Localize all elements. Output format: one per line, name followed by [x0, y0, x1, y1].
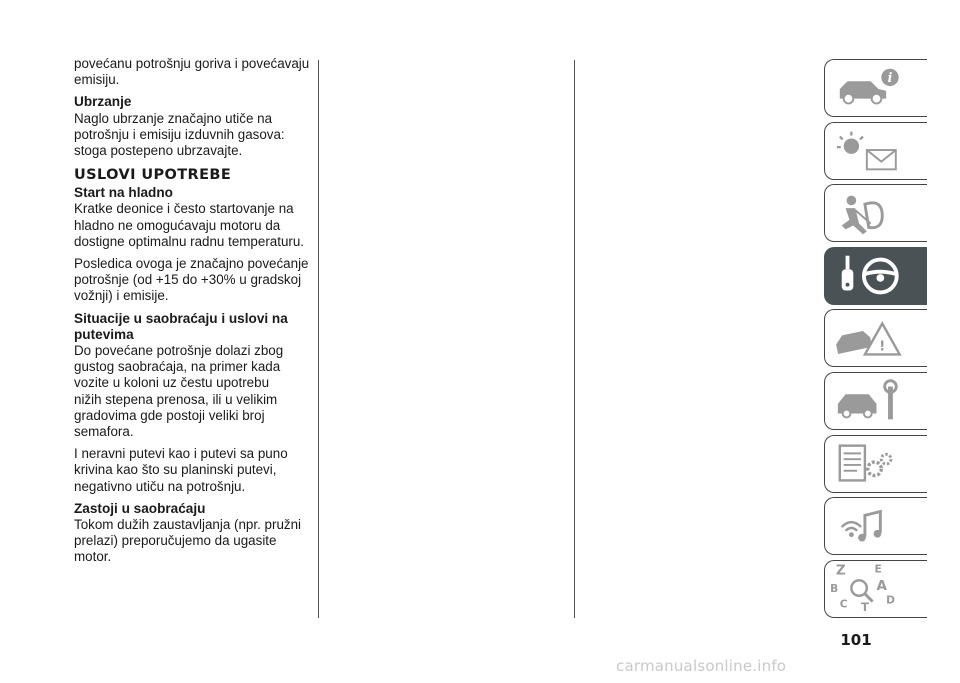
car-maintenance-icon — [825, 373, 927, 429]
tab-safety[interactable] — [824, 184, 927, 242]
tab-maintenance[interactable] — [824, 372, 927, 430]
tab-emergency[interactable] — [824, 309, 927, 367]
page-number: 101 — [840, 631, 872, 649]
stops-heading: Zastoji u saobraćaju — [74, 500, 206, 516]
cold-start-paragraph-2: Posledica ovoga je značajno povećanje potrošnje (od +15 do +30% u gradskoj vožnji) i emisije. — [74, 256, 309, 304]
index-letter: B — [830, 581, 839, 595]
svg-text:i: i — [887, 70, 893, 86]
warning-lights-message-icon — [825, 123, 927, 179]
acceleration-heading: Ubrzanje — [74, 94, 132, 110]
emergency-accident-icon — [825, 310, 927, 366]
cold-start-heading: Start na hladno — [74, 185, 173, 201]
cold-start-paragraph-1: Kratke deonice i često startovanje na hladno ne omogućavaju motoru da dostigne optimalnu radnu temperaturu. — [74, 201, 305, 249]
acceleration-paragraph: Naglo ubrzanje značajno utiče na potrošnju i emisiju izduvnih gasova: stoga postepeno ubrzavajte. — [74, 110, 285, 159]
traffic-paragraph-2: I neravni putevi kao i putevi sa puno krivina kao što su planinski putevi, negativno utiču na potrošnju. — [74, 446, 288, 494]
chapter-tabs — [824, 59, 930, 622]
tab-warning-lights[interactable] — [824, 122, 927, 180]
index-letter: C — [839, 597, 848, 611]
tab-car-info[interactable] — [824, 59, 927, 117]
column-divider-right — [574, 60, 575, 618]
tab-technical-data[interactable] — [824, 435, 927, 493]
section-heading: USLOVI UPOTREBE — [74, 167, 232, 184]
column-divider-left — [318, 60, 319, 618]
watermark: carmanualsonline.info — [616, 657, 787, 675]
key-steering-wheel-icon — [825, 248, 927, 304]
tab-multimedia[interactable] — [824, 497, 927, 555]
tab-starting-driving[interactable] — [824, 247, 927, 305]
index-letter: A — [876, 577, 887, 594]
index-letter: D — [886, 593, 895, 607]
tab-alphabetical-index[interactable] — [824, 560, 927, 618]
index-letter: T — [861, 599, 869, 614]
traffic-paragraph-1: Do povećane potrošnje dolazi zbog gustog saobraćaja, na primer kada vozite u koloni uz čestu upotrebu nižih stepena prenosa, ili u velikim gradovima gde postoji veliki broj semafora. — [74, 343, 284, 440]
traffic-heading: Situacije u saobraćaju i uslovi na putevima — [74, 310, 288, 342]
svg-text:!: ! — [879, 338, 886, 355]
multimedia-icon — [825, 498, 927, 554]
stops-paragraph: Tokom dužih zaustavljanja (npr. pružni prelazi) preporučujemo da ugasite motor. — [74, 517, 302, 565]
alphabetical-index-icon — [825, 561, 927, 617]
index-letter: E — [874, 562, 882, 576]
car-info-icon — [825, 60, 927, 116]
technical-data-icon — [825, 436, 927, 492]
safety-airbag-icon — [825, 185, 927, 241]
index-letter: Z — [835, 562, 846, 579]
intro-paragraph: povećanu potrošnju goriva i povećavaju emisiju. — [74, 56, 310, 88]
text-column — [74, 56, 314, 572]
